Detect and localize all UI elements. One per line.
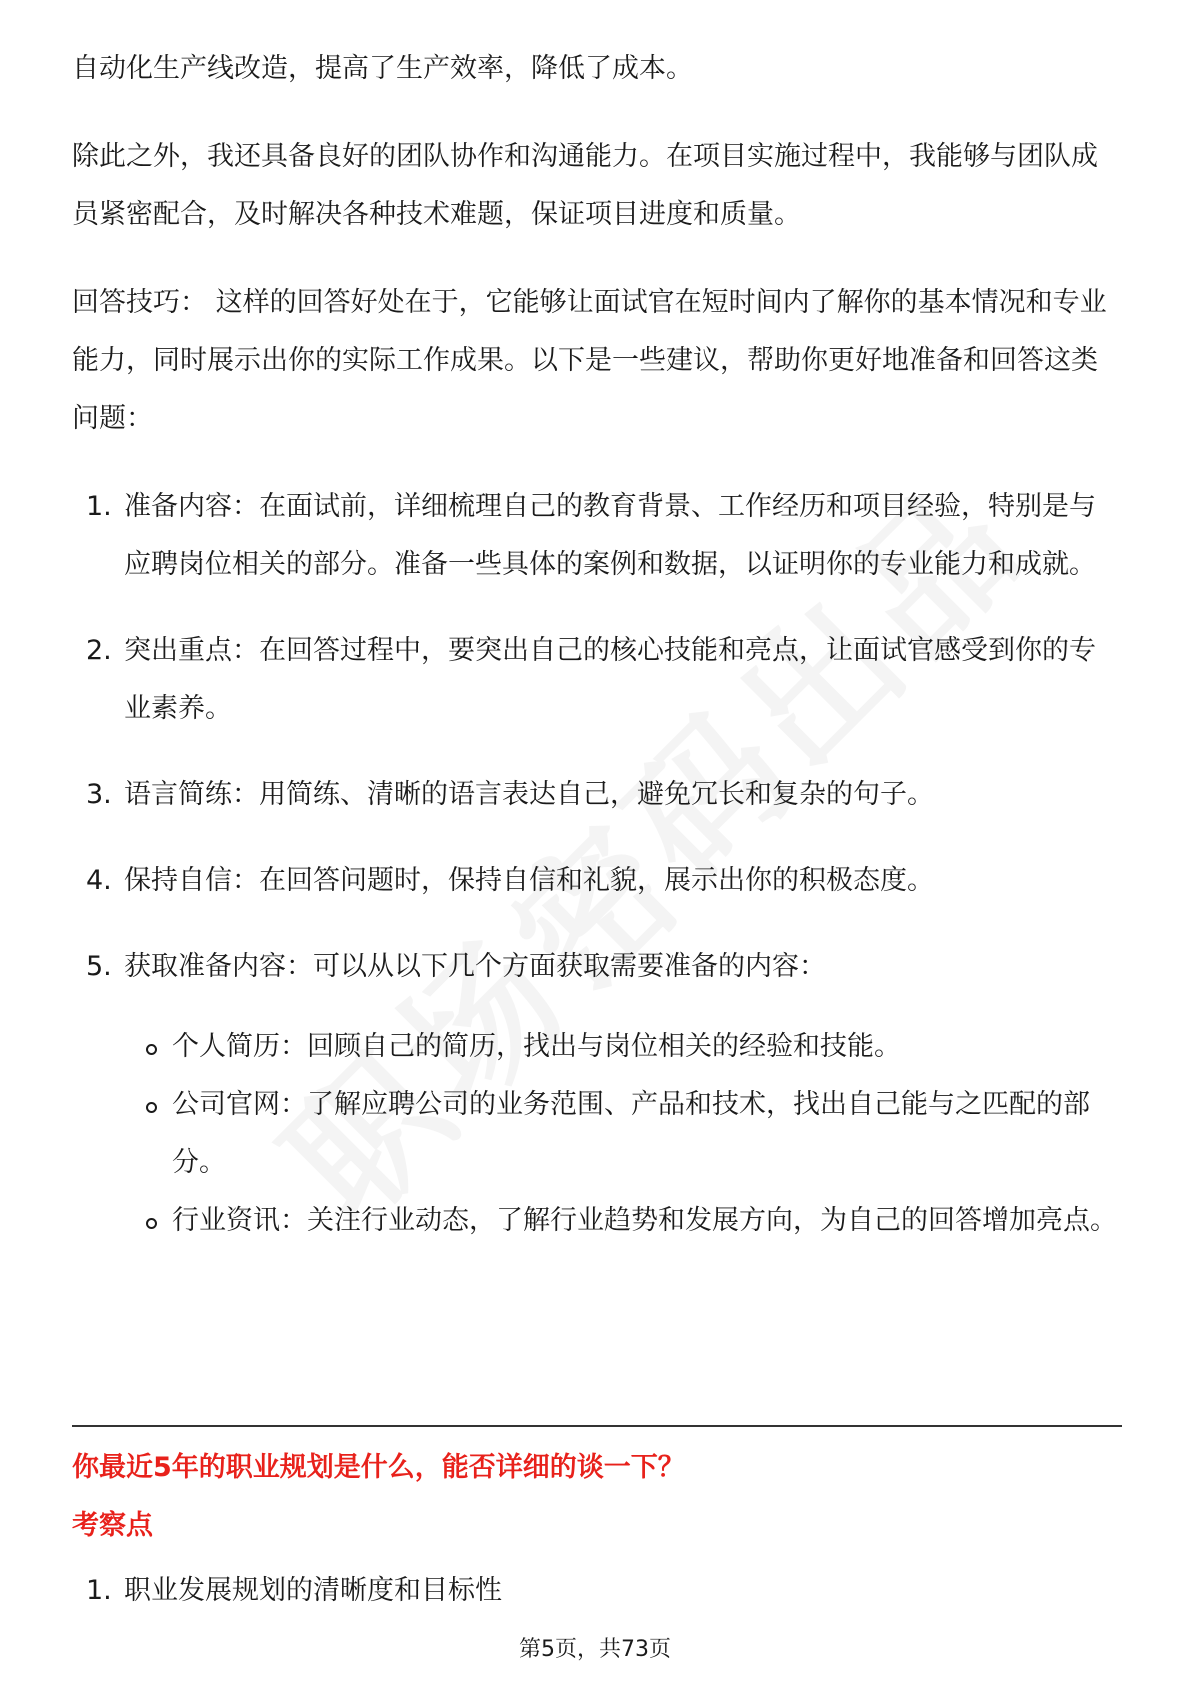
list-item (72, 852, 1122, 910)
circle-bullet-icon (146, 1044, 157, 1055)
list-number: 5. (86, 951, 112, 982)
sublist-item (124, 1076, 1122, 1192)
page-footer: 第5页，共73页 (519, 1637, 671, 1662)
paragraph-1: 自动化生产线改造，提高了生产效率，降低了成本。 (72, 53, 693, 84)
list-number: 1. (86, 491, 112, 522)
sublist-item-text: 公司官网：了解应聘公司的业务范围、产品和技术，找出自己能与之匹配的部分。 (172, 1089, 1090, 1178)
list-item-text: 语言简练：用简练、清晰的语言表达自己，避免冗长和复杂的句子。 (124, 779, 934, 810)
circle-bullet-icon (146, 1218, 157, 1229)
list-item-text: 突出重点：在回答过程中，要突出自己的核心技能和亮点，让面试官感受到你的专业素养。 (124, 635, 1096, 724)
answer-tips-paragraph: 回答技巧： 这样的回答好处在于，它能够让面试官在短时间内了解你的基本情况和专业能力，同时展示出你的实际工作成果。以下是一些建议，帮助你更好地准备和回答这类问题： (72, 287, 1107, 434)
list-number: 1. (86, 1575, 112, 1606)
list-number: 3. (86, 779, 112, 810)
section-heading: 考察点 (72, 1510, 153, 1541)
list-item (72, 766, 1122, 824)
list-item (72, 1568, 502, 1607)
content (72, 40, 1122, 1278)
sublist-item-text: 行业资讯：关注行业动态，了解行业趋势和发展方向，为自己的回答增加亮点。 (172, 1205, 1117, 1236)
list-item (72, 938, 1122, 1250)
list-item-text: 获取准备内容：可以从以下几个方面获取需要准备的内容： (124, 951, 826, 982)
sublist-item-text: 个人简历：回顾自己的简历，找出与岗位相关的经验和技能。 (172, 1031, 901, 1062)
sublist-item (124, 1192, 1122, 1250)
list-item (72, 622, 1122, 738)
list-item-text: 保持自信：在回答问题时，保持自信和礼貌，展示出你的积极态度。 (124, 865, 934, 896)
question-heading: 你最近5年的职业规划是什么，能否详细的谈一下？ (72, 1452, 685, 1483)
list-item-text: 职业发展规划的清晰度和目标性 (124, 1575, 502, 1606)
circle-bullet-icon (146, 1102, 157, 1113)
sublist-item (124, 1018, 1122, 1076)
paragraph-2: 除此之外，我还具备良好的团队协作和沟通能力。在项目实施过程中，我能够与团队成员紧密配合，及时解决各种技术难题，保证项目进度和质量。 (72, 141, 1098, 230)
sources-sublist (124, 1018, 1122, 1250)
section-divider (72, 1425, 1122, 1427)
list-item (72, 478, 1122, 594)
list-number: 4. (86, 865, 112, 896)
list-number: 2. (86, 635, 112, 666)
list-item-text: 准备内容：在面试前，详细梳理自己的教育背景、工作经历和项目经验，特别是与应聘岗位相关的部分。准备一些具体的案例和数据，以证明你的专业能力和成就。 (124, 491, 1096, 580)
tips-list (72, 478, 1122, 1250)
